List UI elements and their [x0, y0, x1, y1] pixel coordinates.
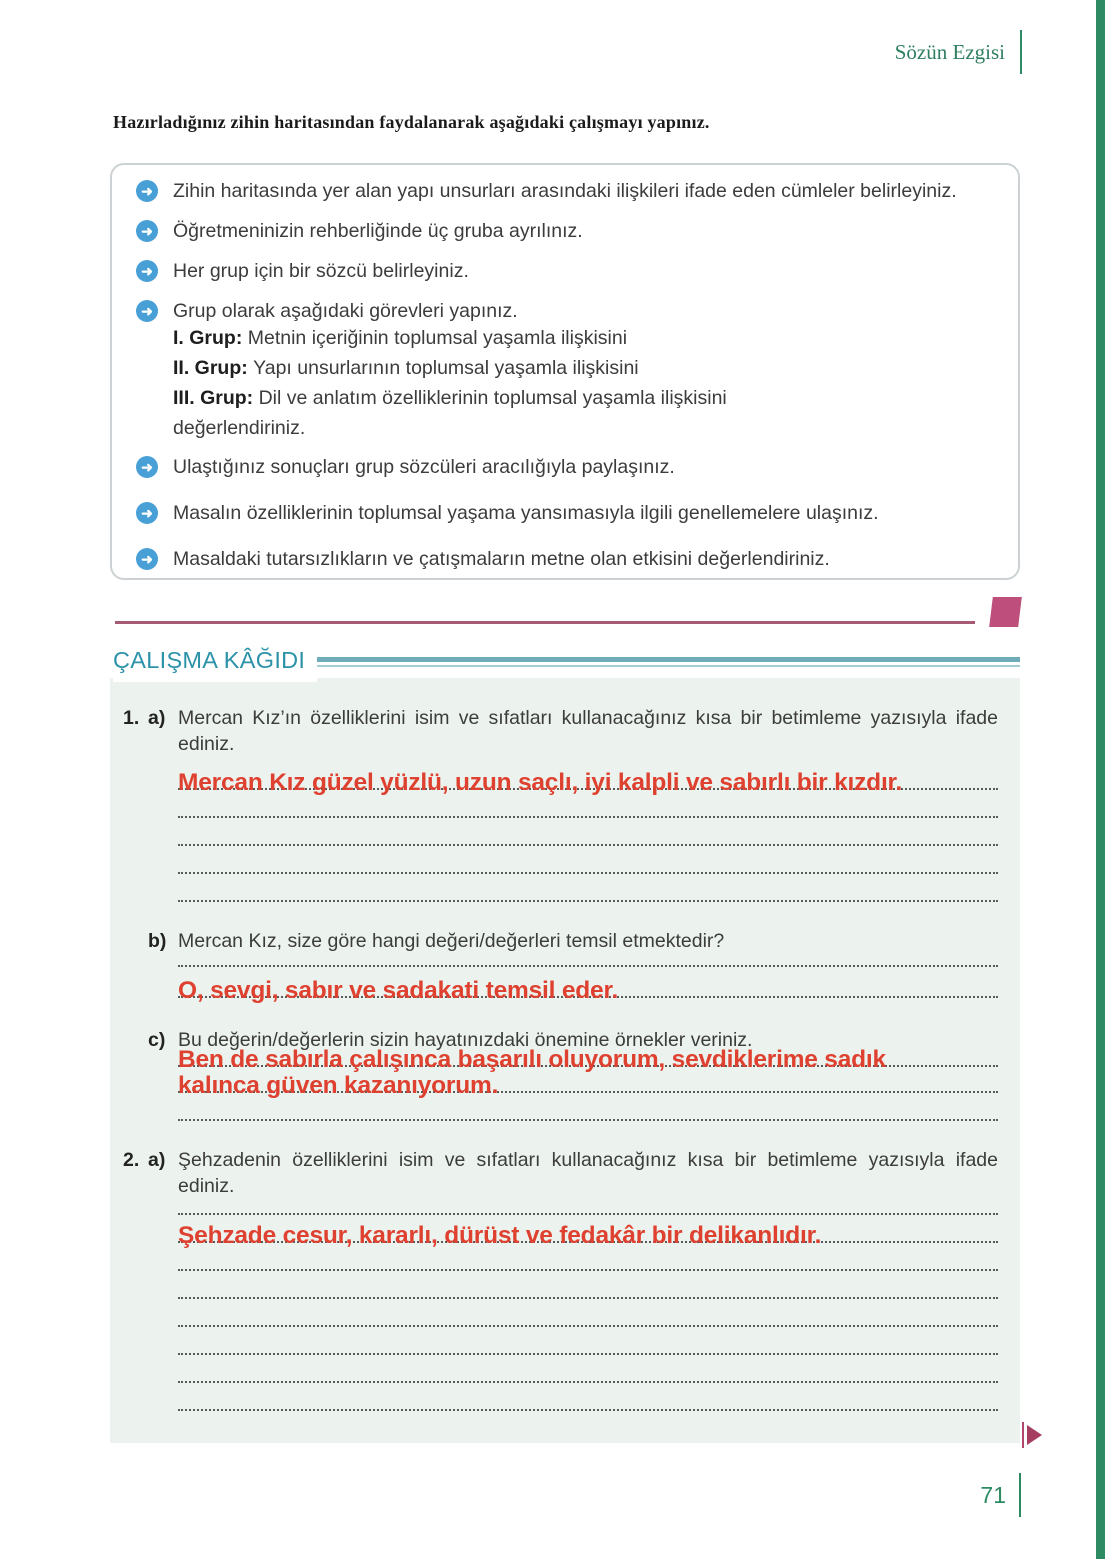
task-item	[136, 501, 994, 525]
task-item-text: Masaldaki tutarsızlıkların ve çatışmaların metne olan etkisini değerlendiriniz.	[173, 548, 830, 570]
circle-arrow-right-icon: ➜	[136, 180, 158, 202]
task-item-text: Zihin haritasında yer alan yapı unsurları arasındaki ilişkileri ifade eden cümleler belirleyiniz.	[173, 180, 957, 202]
answer-line	[178, 1243, 998, 1271]
group-text: Dil ve anlatım özelliklerinin toplumsal yaşamla ilişkisini	[258, 387, 727, 409]
circle-arrow-right-icon: ➜	[136, 502, 158, 524]
question-text: Bu değerin/değerlerin sizin hayatınızdaki önemine örnekler veriniz.	[178, 1029, 753, 1051]
divider-line	[115, 621, 975, 624]
footer-divider-line	[1019, 1473, 1021, 1517]
page-footer	[0, 1473, 1021, 1517]
task-item	[136, 179, 994, 203]
continue-marker	[1022, 1422, 1042, 1448]
group-label: I. Grup:	[173, 327, 248, 349]
handwritten-answer-1c-line1: Ben de sabırla çalışınca başarılı oluyorum, sevdiklerime sadık	[178, 1046, 886, 1073]
page-edge-bar	[1096, 0, 1105, 1559]
answer-line	[178, 1327, 998, 1355]
task-item-text: Grup olarak aşağıdaki görevleri yapınız.	[173, 300, 518, 322]
answer-area-1a	[178, 757, 998, 902]
circle-arrow-right-icon: ➜	[136, 220, 158, 242]
answer-area-1b	[178, 954, 998, 1004]
task-item	[136, 219, 994, 243]
task-item-text: Her grup için bir sözcü belirleyiniz.	[173, 260, 469, 282]
header-divider-line	[1020, 30, 1022, 74]
answer-line	[178, 846, 998, 874]
section-title: Sözün Ezgisi	[894, 39, 1005, 64]
instruction-heading: Hazırladığınız zihin haritasından faydalanarak aşağıdaki çalışmayı yapınız.	[113, 112, 710, 132]
worksheet-box	[110, 678, 1020, 1443]
question-letter: c)	[148, 1029, 166, 1051]
question-2a	[123, 1147, 998, 1199]
answer-line	[178, 757, 998, 796]
handwritten-answer-2a: Şehzade cesur, kararlı, dürüst ve fedakâr bir delikanlıdır.	[178, 1222, 822, 1249]
answer-line	[178, 790, 998, 818]
question-letter: b)	[148, 930, 167, 952]
answer-area-2a	[178, 1199, 998, 1411]
continue-marker-bar	[1022, 1422, 1024, 1448]
answer-line	[178, 1199, 998, 1215]
answer-line	[178, 874, 998, 902]
divider-square-ornament	[989, 597, 1022, 627]
answer-line	[178, 1046, 998, 1073]
answer-line	[178, 818, 998, 846]
task-item	[136, 299, 994, 323]
group-label: II. Grup:	[173, 357, 254, 379]
worksheet-title-rule	[317, 657, 1020, 667]
circle-arrow-right-icon: ➜	[136, 548, 158, 570]
answer-line	[178, 1215, 998, 1249]
worksheet-title: ÇALIŞMA KÂĞIDI	[113, 645, 317, 682]
task-list-box	[110, 163, 1020, 580]
answer-line	[178, 1093, 998, 1121]
question-1a	[123, 705, 998, 757]
task-item	[136, 455, 994, 479]
answer-line	[178, 967, 998, 1004]
question-number: 2.	[123, 1149, 140, 1171]
circle-arrow-right-icon: ➜	[136, 260, 158, 282]
page-number: 71	[980, 1481, 1006, 1508]
question-letter: a)	[148, 1149, 166, 1171]
task-item-text: Öğretmeninizin rehberliğinde üç gruba ayrılınız.	[173, 220, 583, 242]
group-task-list	[173, 323, 994, 443]
group-text: Yapı unsurlarının toplumsal yaşamla ilişkisini	[253, 357, 639, 379]
question-text: Mercan Kız, size göre hangi değeri/değerleri temsil etmektedir?	[178, 930, 725, 952]
handwritten-answer-1a: Mercan Kız güzel yüzlü, uzun saçlı, iyi kalpli ve sabırlı bir kızdır.	[178, 769, 903, 796]
group-task-line	[173, 383, 994, 413]
play-arrow-icon	[1027, 1425, 1042, 1445]
answer-line	[178, 954, 998, 967]
question-1b	[123, 928, 998, 954]
worksheet-header	[113, 645, 1020, 682]
page-header	[0, 30, 1022, 74]
task-item	[136, 547, 994, 571]
group-text: Metnin içeriğinin toplumsal yaşamla ilişkisini	[247, 327, 628, 349]
group-task-line	[173, 353, 994, 383]
group-task-line	[173, 323, 994, 353]
group-label: III. Grup:	[173, 387, 259, 409]
answer-area-1c	[178, 1046, 998, 1121]
answer-line	[178, 1067, 998, 1099]
rule-thick-line	[317, 657, 1020, 662]
answer-line	[178, 1355, 998, 1383]
question-text: Mercan Kız’ın özelliklerini isim ve sıfatları kullanacağınız kısa bir betimleme yazısıyla ifade ediniz.	[178, 707, 998, 755]
task-item-text: Ulaştığınız sonuçları grup sözcüleri aracılığıyla paylaşınız.	[173, 456, 675, 478]
question-number: 1.	[123, 707, 140, 729]
circle-arrow-right-icon: ➜	[136, 456, 158, 478]
question-text: Şehzadenin özelliklerini isim ve sıfatları kullanacağınız kısa bir betimleme yazısıyla ifade ediniz.	[178, 1149, 998, 1197]
circle-arrow-right-icon: ➜	[136, 300, 158, 322]
answer-line	[178, 1299, 998, 1327]
task-item	[136, 259, 994, 283]
rule-thin-line	[317, 665, 1020, 667]
question-letter: a)	[148, 707, 166, 729]
group-task-closing: değerlendiriniz.	[173, 417, 306, 439]
handwritten-answer-1b: O, sevgi, sabır ve sadakati temsil eder.	[178, 977, 619, 1004]
task-item-text: Masalın özelliklerinin toplumsal yaşama yansımasıyla ilgili genellemelere ulaşınız.	[173, 502, 879, 524]
handwritten-answer-1c-line2: kalınca güven kazanıyorum.	[178, 1072, 499, 1099]
answer-line	[178, 1271, 998, 1299]
answer-line	[178, 1383, 998, 1411]
